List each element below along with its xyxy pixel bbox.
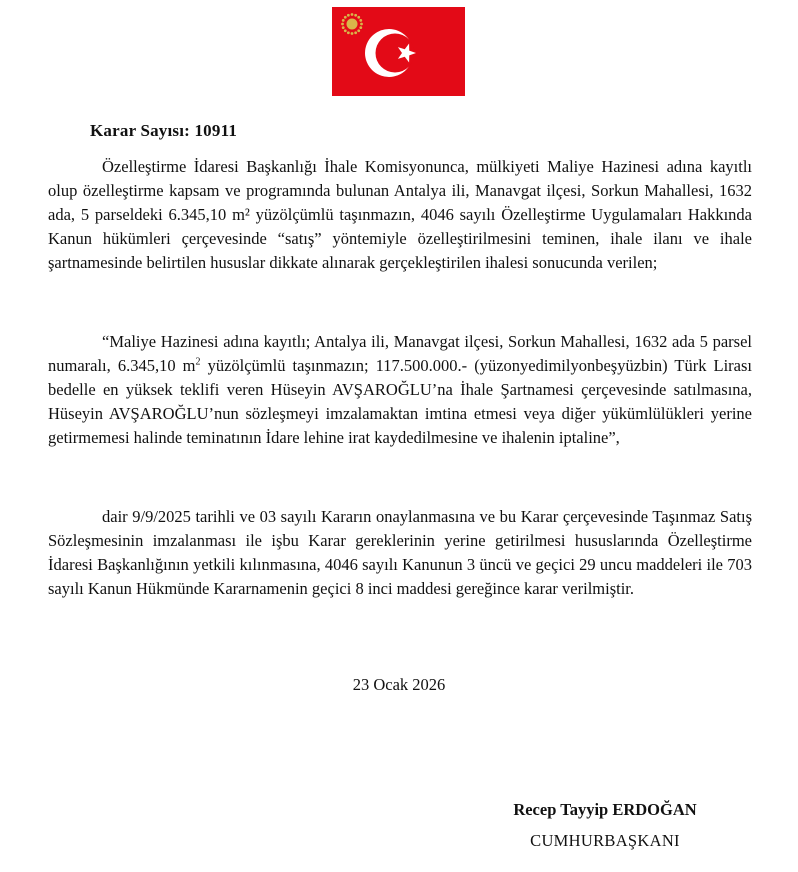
paragraph-resolution: dair 9/9/2025 tarihli ve 03 sayılı Kararın onaylanmasına ve bu Karar çerçevesinde Taşınmaz Satış Sözleşmesinin imzalanması ile işbu Karar gereklerinin yerine getirilmesi hususlarında Özelleştirme İdaresi Başkanlığının yetkili kılınmasına, 4046 sayılı Kanunun 3 üncü ve geçici 29 uncu maddeleri ile 703 sayılı Kanun Hükmünde Kararnamenin geçici 8 inci maddesi gereğince karar verilmiştir. bbox=[48, 507, 752, 598]
sun-ray-star bbox=[357, 16, 360, 19]
decision-date bbox=[0, 675, 798, 695]
sun-ray-star bbox=[359, 19, 362, 22]
sun-ray-star bbox=[344, 29, 347, 32]
sun-ray-star bbox=[360, 23, 363, 26]
signer-title: CUMHURBAŞKANI bbox=[530, 831, 680, 850]
sun-ray-star bbox=[347, 14, 350, 17]
quote-text-part-2: yüzölçümlü taşınmazın; 117.500.000.- (yüzonyedimilyonbeşyüzbin) Türk Lirası bedelle en yüksek teklifi veren Hüseyin AVŞAROĞLU’na İhale Şartnamesi çerçevesinde satılmasına, Hüseyin AVŞAROĞLU’nun sözleşmeyi imzalamaktan imtina etmesi veya diğer yükümlülükleri yerine getirmemesi halinde teminatının İdare lehine irat kaydedilmesine ve ihalenin iptaline”, bbox=[48, 356, 753, 447]
sun-ray-star bbox=[359, 26, 362, 29]
paragraph-decision-quote bbox=[48, 330, 752, 450]
date-text: 23 Ocak 2026 bbox=[352, 675, 446, 694]
sun-ray-star bbox=[357, 29, 360, 32]
sun-ray-star bbox=[341, 23, 344, 26]
decision-number: Karar Sayısı: 10911 bbox=[90, 121, 238, 140]
quote-text-part-1: “Maliye Hazinesi adına kayıtlı; Antalya ili, Manavgat ilçesi, Sorkun Mahallesi, 1632 ada 5 parsel numaralı, 6.345,10 m bbox=[48, 332, 752, 375]
square-meter-superscript: 2 bbox=[195, 356, 201, 368]
crescent-star-icon bbox=[332, 7, 465, 96]
sun-ray-star bbox=[344, 16, 347, 19]
sun-ray-star bbox=[354, 14, 357, 17]
sun-ray-star bbox=[342, 26, 345, 29]
sun-ray-star bbox=[351, 32, 354, 35]
signer-name: Recep Tayyip ERDOĞAN bbox=[513, 800, 697, 819]
sun-ray-star bbox=[351, 13, 354, 16]
presidential-flag-emblem bbox=[332, 7, 465, 96]
sun-ray-star bbox=[347, 31, 350, 34]
sun-ray-star bbox=[342, 19, 345, 22]
paragraph-preamble: Özelleştirme İdaresi Başkanlığı İhale Komisyonunca, mülkiyeti Maliye Hazinesi adına kayıtlı olup özelleştirme kapsam ve programında bulunan Antalya ili, Manavgat ilçesi, Sorkun Mahallesi, 1632 ada, 5 parseldeki 6.345,10 m² yüzölçümlü taşınmazın, 4046 sayılı Özelleştirme Uygulamaları Hakkında Kanun hükümleri çerçevesinde “satış” yöntemiyle özelleştirilmesini teminen, ihale ilanı ve ihale şartnamesinde belirtilen hususlar dikkate alınarak gerçekleştirilen ihalesi sonucunda verilen; bbox=[48, 157, 752, 272]
sun-ray-star bbox=[354, 31, 357, 34]
